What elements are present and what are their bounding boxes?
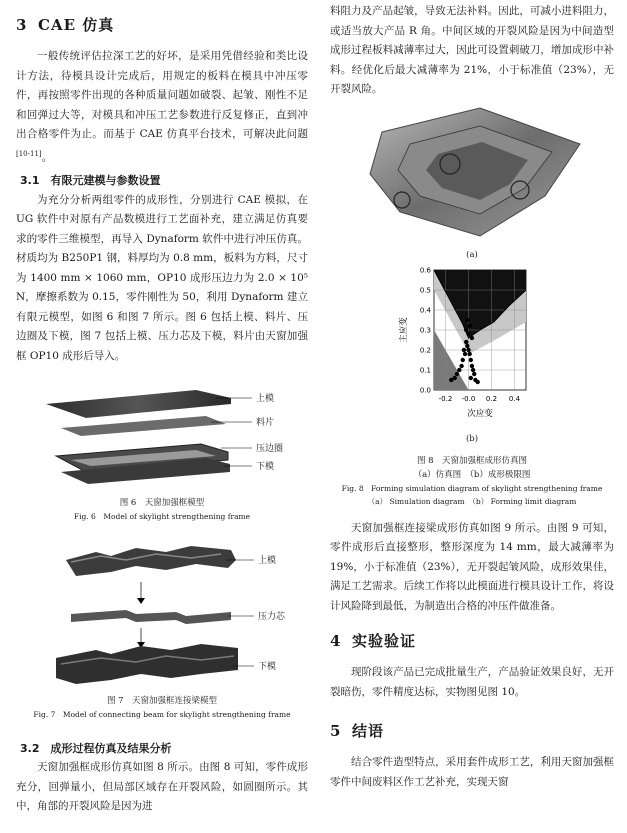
left-column: [16, 0, 308, 817]
data-point-6: [463, 351, 467, 355]
figure-6-caption-en: Fig. 6 Model of skylight strengthening frame: [73, 512, 251, 521]
intro-end: 。: [41, 151, 53, 163]
x-tick-label-1: -0.0: [461, 394, 476, 403]
x-axis-label: 次应变: [467, 408, 493, 419]
beam-lower-die-shape: [56, 644, 238, 684]
intro-text: 一般传统评估拉深工艺的好坏，是采用凭借经验和类比设计方法，待模具设计完成后，用规定的板料在模具中冲压零件，再按照零件出现的各种质量问题如破裂、起皱、刚性不足和回弹过大等，对模具和冲压工艺参数进行反复修正，直到冲出合格零件为止。而基于 CAE 仿真平台技术，可解决此问题: [16, 50, 308, 140]
section-4-paragraph: 现阶段该产品已完成批量生产，产品验证效果良好，无开裂暗伤，零件精度达标，实物图见图 10。: [330, 666, 614, 698]
figure-7: [16, 542, 308, 692]
intro-paragraph: [16, 47, 308, 168]
x-tick-label-2: 0.2: [485, 394, 498, 403]
data-point-2: [466, 347, 470, 351]
fig6-label-binder: 压边圈: [256, 444, 284, 454]
section-3-1-heading: 3.1 有限元建模与参数设置: [20, 173, 161, 187]
x-tick-label-3: 0.4: [508, 394, 521, 403]
data-point-22: [467, 323, 471, 327]
data-point-1: [465, 343, 469, 347]
fig6-label-lower-die: 下模: [256, 462, 275, 472]
y-tick-label-2: 0.2: [419, 346, 431, 354]
data-point-11: [471, 367, 475, 371]
data-point-0: [464, 339, 468, 343]
section-3-number: 3: [16, 16, 28, 34]
data-point-5: [470, 363, 474, 367]
fld-chart: [330, 264, 614, 434]
section-3-2-paragraph: 天窗加强框成形仿真如图 8 所示。由图 8 可知，零件成形充分，回弹量小，但局部区域存在开裂风险，如圆圈所示。其中，角部的开裂风险是因为进: [16, 761, 308, 812]
data-point-4: [469, 357, 473, 361]
section-4-number: 4: [330, 632, 342, 650]
data-point-16: [457, 367, 461, 371]
y-tick-label-1: 0.1: [419, 366, 431, 374]
figure-8b-label: (b): [465, 433, 479, 444]
section-4-heading: [330, 630, 614, 651]
figure-8a: [330, 104, 614, 248]
data-point-15: [459, 363, 463, 367]
figure-8a-image: [330, 104, 614, 248]
beam-paragraph: 天窗加强框连接梁成形仿真如图 9 所示。由图 9 可知，零件成形后直接整形，整形深度为 14 mm，最大减薄率为 19%，小于标准值（23%），无开裂起皱风险，成形效果佳，满足工艺需求。后续工作将以此模面进行模具设计工作，将设计风险降到最低，为制造出合格的冲压件做准备。: [330, 521, 614, 612]
fig7-label-pressure-pad: 压力芯: [258, 612, 286, 622]
y-axis-label: 主应变: [399, 316, 409, 343]
section-5-heading: [330, 720, 614, 741]
continued-paragraph: 料阻力及产品起皱，导致无法补料。因此，可减小进料阻力，或适当放大产品 R 角。中间区域的开裂风险是因为中间造型成形过程板料减薄率过大，因此可设置刺破刀，增加成形中补料。经优化后最大减薄率为 21%，小于标准值（23%），无开裂风险。: [330, 5, 614, 95]
beam-upper-die-shape: [66, 546, 236, 576]
data-point-19: [449, 377, 453, 381]
figure-8-caption-en: Fig. 8 Forming simulation diagram of skylight strengthening frame: [341, 483, 603, 493]
y-tick-label-0: 0.0: [419, 386, 431, 394]
figure-8-subcaption-cn: （a）仿真图 （b）成形极限图: [413, 469, 531, 480]
fig7-label-upper-die: 上模: [258, 556, 277, 566]
section-3-2-heading: 3.2 成形过程仿真及结果分析: [20, 742, 172, 755]
pressure-pad-shape: [71, 610, 231, 624]
sheet-shape: [61, 416, 226, 436]
fig7-label-lower-die: 下模: [258, 662, 277, 672]
data-point-23: [465, 317, 469, 321]
figure-7-caption-cn: 图 7 天窗加强框连接梁模型: [106, 696, 218, 706]
data-point-3: [467, 351, 471, 355]
fig6-label-upper-die: 上模: [256, 394, 275, 404]
x-tick-label-0: -0.2: [438, 394, 453, 403]
figure-8b: [330, 264, 614, 434]
section-5-title: 结语: [352, 722, 385, 740]
figure-6-caption-cn: 图 6 天窗加强框模型: [119, 498, 205, 508]
y-tick-label-5: 0.5: [419, 286, 431, 294]
fig6-label-sheet: 料片: [256, 418, 275, 428]
data-point-12: [472, 371, 476, 375]
section-5-number: 5: [330, 722, 342, 740]
data-point-21: [476, 379, 480, 383]
data-point-7: [462, 347, 466, 351]
y-tick-label-4: 0.4: [419, 306, 431, 314]
intro-citation: [10-11]: [16, 149, 42, 158]
section-3-title: CAE 仿真: [38, 16, 115, 34]
figure-6: [16, 384, 308, 492]
y-tick-label-6: 0.6: [419, 266, 431, 274]
arrow-head-1: [137, 598, 145, 604]
figure-8a-label: (a): [466, 249, 478, 260]
right-column: [330, 0, 614, 792]
figure-7-caption-en: Fig. 7 Model of connecting beam for skylight strengthening frame: [33, 710, 291, 719]
section-3-heading: [16, 14, 308, 35]
upper-die-shape: [46, 390, 231, 418]
section-4-title: 实验验证: [352, 632, 417, 650]
figure-8-caption-cn: 图 8 天窗加强框成形仿真图: [416, 455, 528, 466]
section-3-1-paragraph: 为充分分析两组零件的成形性，分别进行 CAE 模拟，在 UG 软件中对原有产品数模进行工艺面补充，建立满足仿真要求的零件三维模型，再导入 Dynaform 软件中进行冲压仿真。材质均为 B250P1 钢，料厚均为 0.8 mm，板料为方料，尺寸为 1400 mm × 1060 mm，OP10 成形压边力为 2.0 × 10⁵ N，摩擦系数为 0.15，零件刚性为 50，利用 Dynaform 建立有限元模型，如图 6 和图 7 所示。图 6 包括上模、料片、压边圈及下模，图 7 包括上模、压力芯及下模，料片由天窗加强框 OP10 成形后导入。: [16, 193, 308, 362]
y-tick-label-3: 0.3: [419, 326, 431, 334]
section-5-paragraph: 结合零件造型特点，采用套件成形工艺，利用天窗加强框零件中间废料区作工艺补充，实现天窗: [330, 756, 614, 788]
data-point-17: [455, 371, 459, 375]
data-point-13: [469, 375, 473, 379]
figure-8-subcaption-en: （a） Simulation diagram （b） Forming limit diagram: [367, 496, 577, 506]
data-point-14: [461, 357, 465, 361]
